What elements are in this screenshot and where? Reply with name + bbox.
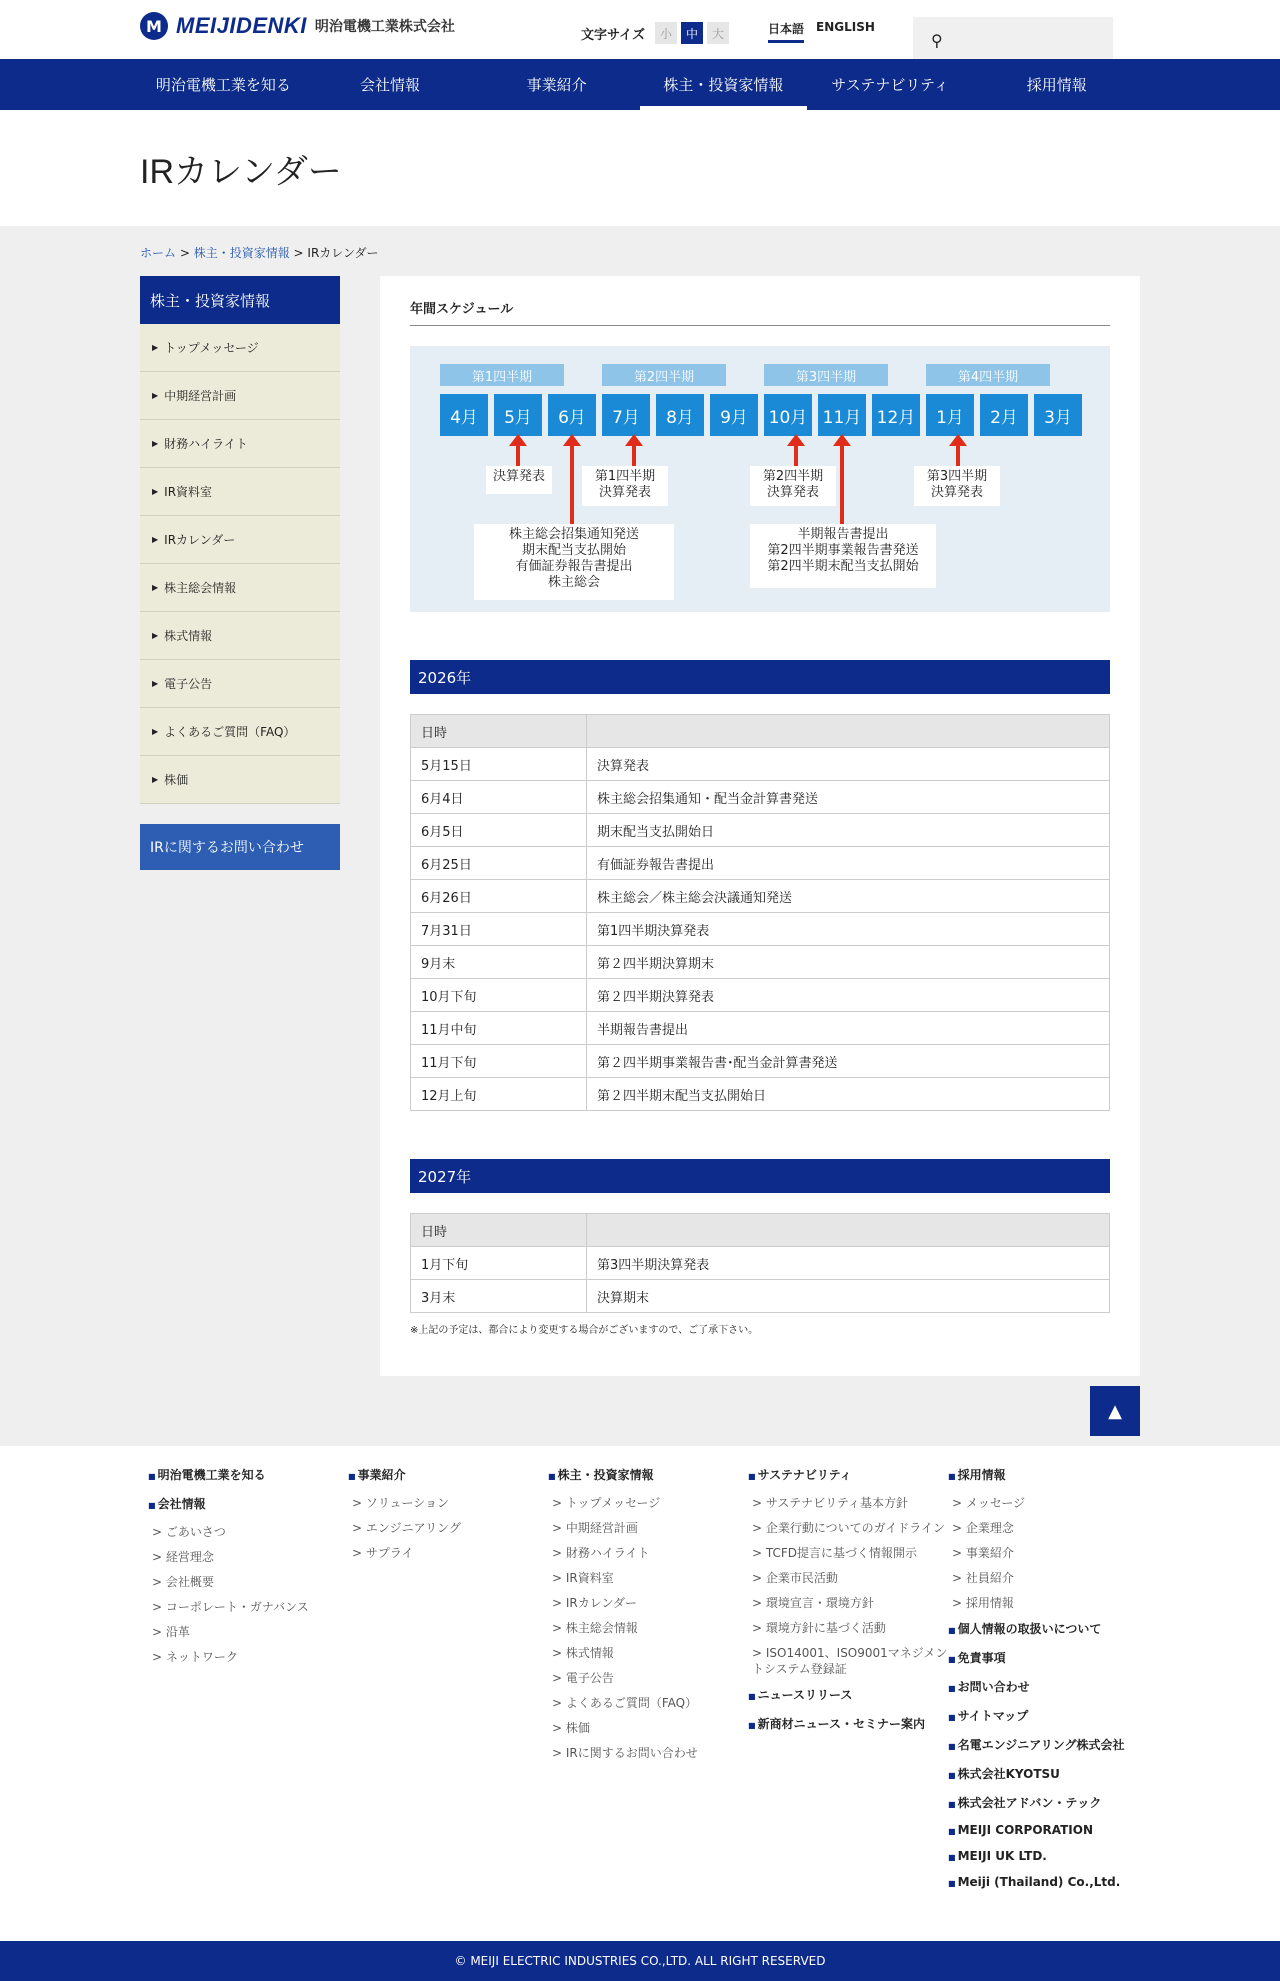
sidebar-heading[interactable]: 株主・投資家情報 — [140, 276, 340, 324]
nav-company[interactable]: 会社情報 — [360, 76, 421, 94]
footer-heading-link[interactable]: ■ 免責事項 — [948, 1649, 1148, 1666]
event-cell: 第２四半期末配当支払開始日 — [587, 1078, 1110, 1111]
date-cell: 1月下旬 — [411, 1247, 587, 1280]
footer-link[interactable]: > 財務ハイライト — [548, 1545, 748, 1561]
triangle-right-icon: ▶ — [152, 727, 159, 736]
footer-link[interactable]: > 社員紹介 — [948, 1570, 1148, 1586]
event-cell: 第２四半期事業報告書･配当金計算書発送 — [587, 1045, 1110, 1078]
date-cell: 5月15日 — [411, 748, 587, 781]
year-heading-2027: 2027年 — [410, 1159, 1110, 1193]
footer-column — [148, 1466, 348, 1901]
ir-contact-button[interactable]: IRに関するお問い合わせ — [140, 824, 340, 870]
footer-heading-link[interactable]: ■ 個人情報の取扱いについて — [948, 1620, 1148, 1637]
footer-link[interactable]: > ISO14001、ISO9001マネジメントシステム登録証 — [748, 1645, 948, 1677]
site-header — [0, 0, 1280, 59]
footer-heading-link[interactable]: ■ MEIJI UK LTD. — [948, 1849, 1148, 1863]
footer-link[interactable]: > 株主総会情報 — [548, 1620, 748, 1636]
footer-heading-link[interactable]: ■ ニュースリリース — [748, 1686, 948, 1703]
footer-link[interactable]: > 企業市民活動 — [748, 1570, 948, 1586]
sidebar-item-label: よくあるご質問（FAQ） — [164, 725, 296, 739]
note-june: 株主総会招集通知発送 期末配当支払開始 有価証券報告書提出 株主総会 — [474, 524, 674, 600]
footer-heading-link[interactable]: ■ Meiji (Thailand) Co.,Ltd. — [948, 1875, 1148, 1889]
triangle-right-icon: ▶ — [152, 535, 159, 544]
footer-link[interactable]: > IR資料室 — [548, 1570, 748, 1586]
footer-link[interactable]: > 採用情報 — [948, 1595, 1148, 1611]
event-cell: 第1四半期決算発表 — [587, 913, 1110, 946]
footer-link[interactable]: > サステナビリティ基本方針 — [748, 1495, 948, 1511]
footer-heading-link[interactable]: ■ 株式会社KYOTSU — [948, 1765, 1148, 1782]
table-row — [411, 913, 1110, 946]
font-size-label: 文字サイズ — [581, 27, 645, 43]
year-heading-2026: 2026年 — [410, 660, 1110, 694]
footer-heading-link[interactable]: ■ 新商材ニュース・セミナー案内 — [748, 1715, 948, 1732]
footer-link[interactable]: > 事業紹介 — [948, 1545, 1148, 1561]
footer-column — [948, 1466, 1148, 1901]
note-november: 半期報告書提出 第2四半期事業報告書発送 第2四半期末配当支払開始 — [750, 524, 936, 588]
breadcrumb-home-link[interactable]: ホーム — [140, 246, 177, 260]
sidebar-item[interactable] — [140, 756, 340, 804]
date-cell: 6月4日 — [411, 781, 587, 814]
arrow-up-icon — [570, 438, 574, 528]
nav-sustainability[interactable]: サステナビリティ — [831, 76, 949, 94]
footer-heading-link[interactable]: ■ 採用情報 — [948, 1466, 1148, 1483]
sidebar-item-label: 財務ハイライト — [164, 437, 248, 451]
triangle-right-icon: ▶ — [152, 679, 159, 688]
page-title: IRカレンダー — [140, 152, 342, 191]
sidebar-item-label: 株主総会情報 — [164, 581, 237, 595]
footer-heading-link[interactable]: ■ 明治電機工業を知る — [148, 1466, 348, 1483]
footer-heading-link[interactable]: ■ サステナビリティ — [748, 1466, 948, 1483]
triangle-right-icon: ▶ — [152, 775, 159, 784]
date-cell: 3月末 — [411, 1280, 587, 1313]
month-box: 11月 — [818, 394, 866, 436]
breadcrumb-current: IRカレンダー — [307, 246, 379, 260]
logo[interactable] — [140, 12, 455, 40]
sidebar-item-label: IRカレンダー — [164, 533, 236, 547]
footer-link[interactable]: > 企業行動についてのガイドライン — [748, 1520, 948, 1536]
triangle-right-icon: ▶ — [152, 343, 159, 352]
note-january: 第3四半期 決算発表 — [914, 466, 1000, 506]
date-cell: 7月31日 — [411, 913, 587, 946]
month-box: 8月 — [656, 394, 704, 436]
month-box: 10月 — [764, 394, 812, 436]
table-row — [411, 1045, 1110, 1078]
breadcrumb: ホーム > 株主・投資家情報 > IRカレンダー — [140, 246, 379, 260]
table-row — [411, 1012, 1110, 1045]
date-cell: 10月下旬 — [411, 979, 587, 1012]
search-icon[interactable]: ⚲ — [931, 31, 943, 50]
table-header-cell: 日時 — [411, 1214, 587, 1247]
sidebar-item-label: 電子公告 — [164, 677, 213, 691]
footer-heading-link[interactable]: ■ 株主・投資家情報 — [548, 1466, 748, 1483]
footer-link[interactable]: > 株価 — [548, 1720, 748, 1736]
table-header-row — [411, 715, 1110, 748]
table-row — [411, 946, 1110, 979]
footer-column — [548, 1466, 748, 1901]
date-cell: 6月5日 — [411, 814, 587, 847]
month-box: 2月 — [980, 394, 1028, 436]
table-header-cell: 日時 — [411, 715, 587, 748]
sidebar-item-label: 中期経営計画 — [164, 389, 237, 403]
table-header-cell — [587, 1214, 1110, 1247]
sidebar-item-label: 株価 — [164, 773, 189, 787]
triangle-right-icon: ▶ — [152, 631, 159, 640]
footer-column — [348, 1466, 548, 1901]
nav-business[interactable]: 事業紹介 — [526, 76, 587, 94]
footer-link[interactable]: > IRに関するお問い合わせ — [548, 1745, 748, 1761]
sidebar-item[interactable] — [140, 516, 340, 564]
table-row — [411, 1078, 1110, 1111]
table-row — [411, 814, 1110, 847]
sidebar-item-label: 株式情報 — [164, 629, 213, 643]
footer-link[interactable]: > 沿革 — [148, 1624, 348, 1640]
sidebar-item[interactable] — [140, 708, 340, 756]
event-cell: 決算期末 — [587, 1280, 1110, 1313]
month-box: 1月 — [926, 394, 974, 436]
footer-link[interactable]: > サプライ — [348, 1545, 548, 1561]
footer-heading-link[interactable]: ■ 株式会社アドバン・テック — [948, 1794, 1148, 1811]
month-box: 7月 — [602, 394, 650, 436]
footer-link[interactable]: > ネットワーク — [148, 1649, 348, 1665]
event-cell: 第２四半期決算発表 — [587, 979, 1110, 1012]
footer-link[interactable]: > 経営理念 — [148, 1549, 348, 1565]
font-size-small-button[interactable]: 小 — [655, 22, 677, 44]
annual-schedule-diagram — [410, 346, 1110, 612]
schedule-disclaimer: ※上記の予定は、都合により変更する場合がございますので、ご了承下さい。 — [410, 1325, 759, 1336]
language-switcher — [768, 20, 875, 43]
table-row — [411, 880, 1110, 913]
sidebar-item-label: IR資料室 — [164, 485, 213, 499]
lang-english-link[interactable]: ENGLISH — [816, 20, 875, 34]
schedule-heading: 年間スケジュール — [410, 296, 1110, 326]
footer-sitemap — [0, 1446, 1280, 1941]
table-row — [411, 781, 1110, 814]
copyright: © MEIJI ELECTRIC INDUSTRIES CO.,LTD. ALL RIGHT RESERVED — [0, 1941, 1280, 1981]
logo-subtitle: 明治電機工業株式会社 — [314, 19, 455, 35]
month-box: 5月 — [494, 394, 542, 436]
table-row — [411, 979, 1110, 1012]
footer-link[interactable]: > トップメッセージ — [548, 1495, 748, 1511]
footer-heading-link[interactable]: ■ 事業紹介 — [348, 1466, 548, 1483]
footer-link[interactable]: > コーポレート・ガナバンス — [148, 1599, 348, 1615]
month-box: 9月 — [710, 394, 758, 436]
date-cell: 11月中旬 — [411, 1012, 587, 1045]
page-title-band — [0, 110, 1280, 226]
note-may: 決算発表 — [486, 466, 552, 494]
table-header-cell — [587, 715, 1110, 748]
sidebar — [140, 276, 340, 1396]
footer-heading-link[interactable]: ■ お問い合わせ — [948, 1678, 1148, 1695]
date-cell: 9月末 — [411, 946, 587, 979]
footer-link[interactable]: > 環境宣言・環境方針 — [748, 1595, 948, 1611]
footer-link[interactable]: > 電子公告 — [548, 1670, 748, 1686]
sidebar-item[interactable] — [140, 660, 340, 708]
footer-link[interactable]: > よくあるご質問（FAQ） — [548, 1695, 748, 1711]
footer-heading-link[interactable]: ■ 名電エンジニアリング株式会社 — [948, 1736, 1148, 1753]
triangle-right-icon: ▶ — [152, 487, 159, 496]
sidebar-item-label: トップメッセージ — [164, 341, 259, 355]
footer-link[interactable]: > メッセージ — [948, 1495, 1148, 1511]
table-row — [411, 748, 1110, 781]
global-nav — [0, 59, 1280, 110]
footer-link[interactable]: > 会社概要 — [148, 1574, 348, 1590]
event-cell: 第２四半期決算期末 — [587, 946, 1110, 979]
sidebar-item[interactable] — [140, 468, 340, 516]
table-row — [411, 847, 1110, 880]
footer-link[interactable]: > エンジニアリング — [348, 1520, 548, 1536]
triangle-right-icon: ▶ — [152, 439, 159, 448]
schedule-table-2027 — [410, 1213, 1110, 1313]
note-july: 第1四半期 決算発表 — [582, 466, 668, 506]
main-content — [380, 276, 1140, 1376]
event-cell: 第3四半期決算発表 — [587, 1247, 1110, 1280]
footer-link[interactable]: > 株式情報 — [548, 1645, 748, 1661]
date-cell: 6月26日 — [411, 880, 587, 913]
event-cell: 決算発表 — [587, 748, 1110, 781]
footer-heading-link[interactable]: ■ 会社情報 — [148, 1495, 348, 1512]
event-cell: 有価証券報告書提出 — [587, 847, 1110, 880]
triangle-right-icon: ▶ — [152, 391, 159, 400]
arrow-up-icon — [840, 438, 844, 528]
date-cell: 6月25日 — [411, 847, 587, 880]
event-cell: 株主総会招集通知・配当金計算書発送 — [587, 781, 1110, 814]
sidebar-item[interactable] — [140, 324, 340, 372]
logo-text: MEIJIDENKI — [176, 13, 307, 38]
table-header-row — [411, 1214, 1110, 1247]
event-cell: 半期報告書提出 — [587, 1012, 1110, 1045]
sidebar-item[interactable] — [140, 420, 340, 468]
footer-link[interactable]: > TCFD提言に基づく情報開示 — [748, 1545, 948, 1561]
month-box: 12月 — [872, 394, 920, 436]
sidebar-item[interactable] — [140, 612, 340, 660]
quarter-label: 第2四半期 — [602, 364, 726, 386]
month-box: 4月 — [440, 394, 488, 436]
schedule-table-2026 — [410, 714, 1110, 1111]
font-size-switcher — [581, 22, 729, 44]
arrow-up-icon: ▲ — [1108, 1400, 1122, 1422]
date-cell: 12月上旬 — [411, 1078, 587, 1111]
footer-column — [748, 1466, 948, 1901]
footer-link[interactable]: > IRカレンダー — [548, 1595, 748, 1611]
event-cell: 株主総会／株主総会決議通知発送 — [587, 880, 1110, 913]
search-input[interactable] — [913, 17, 1113, 59]
back-to-top-button[interactable] — [1090, 1386, 1140, 1436]
quarter-label: 第1四半期 — [440, 364, 564, 386]
quarter-label: 第4四半期 — [926, 364, 1050, 386]
nav-about[interactable]: 明治電機工業を知る — [155, 76, 291, 94]
table-row — [411, 1247, 1110, 1280]
month-box: 3月 — [1034, 394, 1082, 436]
sidebar-item[interactable] — [140, 372, 340, 420]
triangle-right-icon: ▶ — [152, 583, 159, 592]
sidebar-item[interactable] — [140, 564, 340, 612]
footer-heading-link[interactable]: ■ MEIJI CORPORATION — [948, 1823, 1148, 1837]
footer-link[interactable]: > 中期経営計画 — [548, 1520, 748, 1536]
event-cell: 期末配当支払開始日 — [587, 814, 1110, 847]
footer-link[interactable]: > 企業理念 — [948, 1520, 1148, 1536]
footer-heading-link[interactable]: ■ サイトマップ — [948, 1707, 1148, 1724]
nav-ir[interactable]: 株主・投資家情報 — [640, 59, 807, 110]
quarter-label: 第3四半期 — [764, 364, 888, 386]
table-row — [411, 1280, 1110, 1313]
month-box: 6月 — [548, 394, 596, 436]
footer-link[interactable]: > ごあいさつ — [148, 1524, 348, 1540]
note-october: 第2四半期 決算発表 — [750, 466, 836, 506]
footer-link[interactable]: > ソリューション — [348, 1495, 548, 1511]
font-size-medium-button[interactable]: 中 — [681, 22, 703, 44]
content-area — [0, 226, 1280, 1446]
lang-japanese-link[interactable]: 日本語 — [768, 20, 804, 43]
font-size-large-button[interactable]: 大 — [707, 22, 729, 44]
footer-link[interactable]: > 環境方針に基づく活動 — [748, 1620, 948, 1636]
breadcrumb-parent-link[interactable]: 株主・投資家情報 — [193, 246, 290, 260]
date-cell: 11月下旬 — [411, 1045, 587, 1078]
logo-mark-icon: M — [140, 12, 168, 40]
nav-recruit[interactable]: 採用情報 — [1026, 76, 1087, 94]
